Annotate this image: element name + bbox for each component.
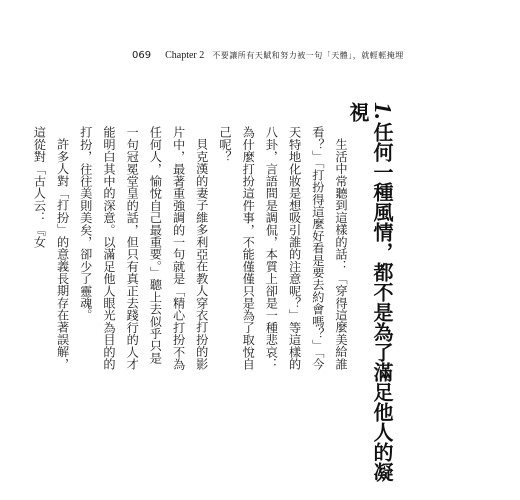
section-title: 任何一種風情，都不是為了滿足他人的凝視 xyxy=(346,102,394,482)
paragraph: 生活中常聽到這樣的話：「穿得這麼美給誰看？」「打扮得這麼好看是要去約會嗎？」「今天特地化妝是想吸引誰的注意呢？」等這樣的八卦，言語間是調侃，本質上卻是一種悲哀：為什麼打扮這件事，不能僅僅只是為了取悅自己呢？ xyxy=(217,126,348,370)
section-number: 1. xyxy=(369,102,395,120)
section-heading xyxy=(346,102,394,500)
page-number: 069 xyxy=(132,50,152,61)
page-header xyxy=(132,50,404,61)
paragraph: 許多人對「打扮」的意義長期存在著誤解，這從對「古人云：『女 xyxy=(32,126,70,370)
body-text xyxy=(27,126,352,374)
running-title: 不要讓所有天賦和努力被一句「天體」，就輕輕掩埋 xyxy=(212,51,404,60)
paragraph: 貝克漢的妻子維多利亞在教人穿衣打扮的影片中，最著重強調的一句就是「精心打扮不為任何人，愉悅自己最重要。」聽上去似乎只是一句冠冕堂皇的話，但只有真正去踐行的人才能明白其中的深意。以滿足他人眼光為目的的打扮，往往美則美矣，卻少了靈魂。 xyxy=(78,126,209,370)
chapter-label: Chapter 2 xyxy=(165,50,205,61)
